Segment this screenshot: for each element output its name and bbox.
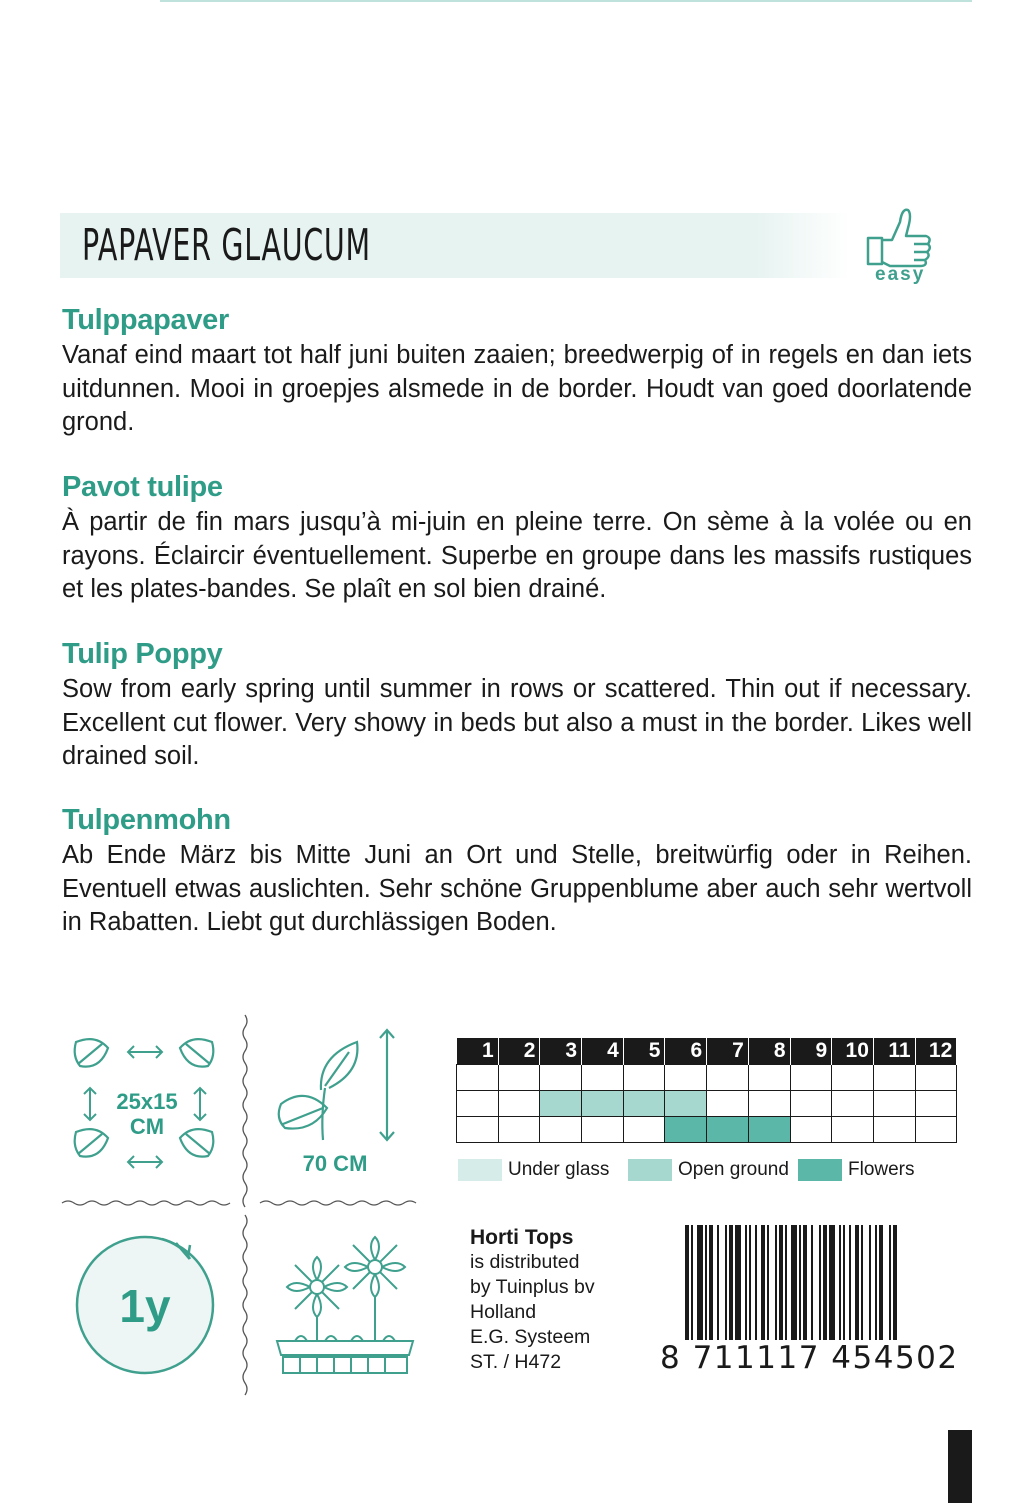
section-text: À partir de fin mars jusqu’à mi-juin en pleine terre. On sème à la volée ou en rayons. Éclaircir éventuellement. Superbe en groupe dans les massifs rustiques et les plates-bandes. Se plaît en sol bien drainé. — [62, 508, 972, 603]
calendar-cell — [665, 1064, 707, 1090]
calendar-cell — [748, 1116, 790, 1142]
section-text: Vanaf eind maart tot half juni buiten zaaien; breedwerpig of in regels en dan iets uitdunnen. Mooi in groepjes alsmede in de border. Houdt van goed doorlatende grond. — [62, 341, 972, 436]
barcode-bar — [843, 1225, 845, 1343]
barcode-bar — [849, 1225, 851, 1343]
calendar-cell — [790, 1064, 832, 1090]
distributor-info — [470, 1225, 595, 1375]
month-header-8: 8 — [748, 1038, 790, 1064]
barcode-bar — [709, 1225, 713, 1343]
spacing-label-unit: CM — [129, 1114, 165, 1139]
height-label: 70 CM — [302, 1151, 368, 1176]
barcode-bar — [717, 1225, 719, 1343]
calendar-cell — [915, 1064, 957, 1090]
calendar-cell — [832, 1090, 874, 1116]
legend-label: Open ground — [678, 1159, 789, 1180]
calendar-cell — [498, 1116, 540, 1142]
section-dutch — [62, 304, 972, 440]
calendar-cell — [748, 1064, 790, 1090]
calendar-cell — [832, 1116, 874, 1142]
barcode-bar — [803, 1225, 807, 1343]
barcode-bar — [745, 1225, 747, 1343]
legend-label: Under glass — [508, 1159, 610, 1180]
barcode-bar — [729, 1225, 733, 1343]
barcode-bar — [855, 1225, 859, 1343]
top-rule — [160, 0, 972, 2]
calendar-cell — [665, 1116, 707, 1142]
calendar-cell — [790, 1116, 832, 1142]
barcode-bar — [761, 1225, 765, 1343]
calendar-cell — [457, 1064, 499, 1090]
barcode-bar — [869, 1225, 871, 1343]
section-text: Ab Ende März bis Mitte Juni an Ort und Stelle, breitwürfig oder in Reihen. Eventuell etwas auslichten. Sehr schöne Gruppenblume aber auch sehr wertvoll in Rabatten. Liebt gut durchlässigen Boden. — [62, 841, 972, 936]
distributor-line: Holland — [470, 1301, 537, 1323]
distributor-line: is distributed — [470, 1251, 580, 1273]
calendar-cell — [707, 1064, 749, 1090]
calendar-cell — [873, 1064, 915, 1090]
flowers-swatch — [798, 1159, 842, 1181]
cycle-label: 1y — [119, 1280, 171, 1332]
calendar-cell — [457, 1090, 499, 1116]
month-header-9: 9 — [790, 1038, 832, 1064]
height-icon — [265, 1020, 415, 1190]
calendar-cell — [748, 1090, 790, 1116]
calendar-cell — [915, 1090, 957, 1116]
legend-flowers — [798, 1158, 915, 1182]
annual-cycle-icon — [62, 1215, 232, 1395]
calendar-cell — [457, 1116, 499, 1142]
section-french — [62, 471, 972, 607]
barcode-bar — [755, 1225, 757, 1343]
month-header-10: 10 — [832, 1038, 874, 1064]
distributor-line: ST. / H472 — [470, 1351, 562, 1373]
month-header-1: 1 — [457, 1038, 499, 1064]
calendar-cell — [623, 1116, 665, 1142]
calendar-cell — [707, 1116, 749, 1142]
calendar-cell — [665, 1090, 707, 1116]
month-header-11: 11 — [873, 1038, 915, 1064]
barcode-bar — [735, 1225, 741, 1343]
calendar-cell — [582, 1116, 624, 1142]
month-header-6: 6 — [665, 1038, 707, 1064]
calendar-cell — [707, 1090, 749, 1116]
barcode-bar — [875, 1225, 877, 1343]
distributor-line: E.G. Systeem — [470, 1326, 591, 1348]
calendar-cell — [915, 1116, 957, 1142]
calendar-cell — [623, 1064, 665, 1090]
section-heading: Tulip Poppy — [62, 638, 223, 670]
section-heading: Tulppapaver — [62, 304, 229, 336]
calendar-cell — [498, 1090, 540, 1116]
barcode-bar — [811, 1225, 813, 1343]
product-title: PAPAVER GLAUCUM — [82, 220, 371, 271]
month-header-7: 7 — [707, 1038, 749, 1064]
calendar-cell — [540, 1116, 582, 1142]
calendar-cell — [790, 1090, 832, 1116]
calendar-cell — [832, 1064, 874, 1090]
calendar-row-flowers — [457, 1116, 957, 1142]
section-english — [62, 638, 972, 774]
barcode-bar — [725, 1225, 727, 1343]
barcode-bar — [767, 1225, 769, 1343]
barcode-bar — [889, 1225, 891, 1343]
brand-name: Horti Tops — [470, 1226, 574, 1249]
barcode-bar — [799, 1225, 801, 1343]
open-ground-swatch — [628, 1159, 672, 1181]
barcode-bar — [779, 1225, 783, 1343]
barcode-bar — [749, 1225, 751, 1343]
section-text: Sow from early spring until summer in rows or scattered. Thin out if necessary. Excellent cut flower. Very showy in beds but also a must in the border. Likes well drained soil. — [62, 675, 972, 770]
legend-open-ground — [628, 1158, 789, 1182]
barcode-bar — [839, 1225, 841, 1343]
month-header-4: 4 — [582, 1038, 624, 1064]
calendar-row-under-glass — [457, 1064, 957, 1090]
legend-label: Flowers — [848, 1159, 915, 1180]
under-glass-swatch — [458, 1159, 502, 1181]
calendar-cell — [498, 1064, 540, 1090]
barcode-number: 8 711117 454502 — [660, 1340, 959, 1376]
sowing-calendar — [456, 1038, 957, 1143]
barcode-bar — [705, 1225, 707, 1343]
section-german — [62, 804, 972, 940]
seedling-tray-icon — [265, 1215, 425, 1395]
spacing-label-size: 25x15 — [116, 1089, 178, 1114]
barcode-bar — [879, 1225, 883, 1343]
calendar-month-row — [457, 1038, 957, 1064]
calendar-cell — [873, 1116, 915, 1142]
calendar-cell — [582, 1064, 624, 1090]
month-header-3: 3 — [540, 1038, 582, 1064]
section-heading: Tulpenmohn — [62, 804, 231, 836]
barcode-bar — [819, 1225, 821, 1343]
barcode-bar — [823, 1225, 827, 1343]
calendar-cell — [582, 1090, 624, 1116]
barcode-bar — [861, 1225, 863, 1343]
calendar-cell — [540, 1064, 582, 1090]
barcode-bar — [697, 1225, 703, 1343]
month-header-12: 12 — [915, 1038, 957, 1064]
calendar-row-open-ground — [457, 1090, 957, 1116]
spacing-icon — [62, 1020, 232, 1190]
easy-label: easy — [875, 264, 926, 285]
section-heading: Pavot tulipe — [62, 471, 223, 503]
month-header-5: 5 — [623, 1038, 665, 1064]
black-marker — [948, 1430, 972, 1503]
calendar-cell — [540, 1090, 582, 1116]
barcode-bar — [829, 1225, 835, 1343]
calendar-cell — [873, 1090, 915, 1116]
month-header-2: 2 — [498, 1038, 540, 1064]
legend-under-glass — [458, 1158, 609, 1182]
barcode-bar — [775, 1225, 777, 1343]
distributor-line: by Tuinplus bv — [470, 1276, 595, 1298]
calendar-cell — [623, 1090, 665, 1116]
